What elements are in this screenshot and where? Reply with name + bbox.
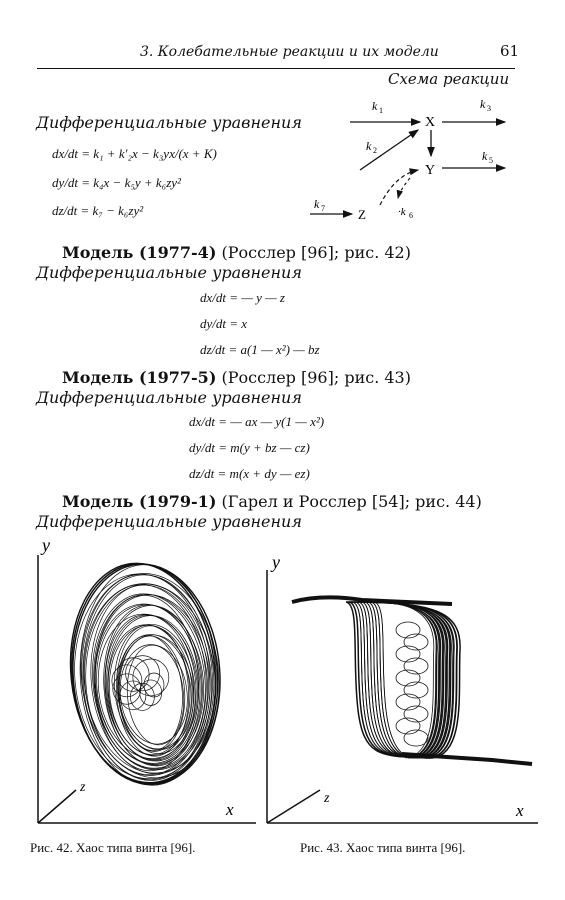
model1-eq1: dx/dt = k₁ + k′₂x − k₃yx/(x + K) <box>52 146 217 161</box>
node-x: X <box>425 115 436 130</box>
rate-k7-sub: 7 <box>321 204 325 213</box>
scheme-title: Схема реакции <box>388 70 510 88</box>
model3-section: Дифференциальные уравнения <box>36 388 302 407</box>
figure-42 <box>28 535 260 830</box>
fig43-attractor <box>292 597 532 764</box>
model2-ref: (Росслер [96]; рис. 42) <box>221 243 411 262</box>
model2-heading <box>62 243 411 262</box>
model2-title: Модель (1977-4) <box>62 243 217 262</box>
fig43-y-label: y <box>272 552 280 572</box>
arrow-y-z <box>398 178 410 198</box>
model1-section: Дифференциальные уравнения <box>36 113 302 132</box>
model1-eq3: dz/dt = k₇ − k₆zy² <box>52 203 144 218</box>
node-y: Y <box>425 163 436 178</box>
model3-eq3: dz/dt = m(x + dy — ez) <box>189 466 310 481</box>
rate-k3-sub: 3 <box>487 104 491 113</box>
fig42-inner-loop <box>133 659 169 696</box>
rate-k5: k <box>482 149 488 163</box>
rate-k6: ·k <box>398 206 406 218</box>
model3-title: Модель (1977-5) <box>62 368 217 387</box>
model3-heading <box>62 368 411 387</box>
reaction-scheme <box>300 90 520 230</box>
fig42-inner-loop <box>140 680 162 706</box>
page-number: 61 <box>500 42 520 60</box>
rate-k3: k <box>480 97 486 111</box>
header-rule <box>37 68 515 69</box>
model1-eq2: dy/dt = k₄x − k₅y + k₆zy² <box>52 175 181 190</box>
rate-k7: k <box>314 197 320 211</box>
fig43-x-label: x <box>516 801 524 820</box>
fig42-orbit <box>63 558 227 790</box>
model3-eq1: dx/dt = — ax — y(1 — x²) <box>189 414 325 429</box>
rate-k5-sub: 5 <box>489 156 493 165</box>
rate-k1-sub: 1 <box>379 106 383 115</box>
model2-eq2: dy/dt = x <box>200 316 248 331</box>
fig42-orbit <box>108 620 201 757</box>
node-z: Z <box>358 207 366 222</box>
fig43-z-axis <box>267 790 320 823</box>
fig43-z-label: z <box>324 791 330 806</box>
fig42-y-label: y <box>42 535 50 555</box>
fig42-caption: Рис. 42. Хаос типа винта [96]. <box>30 840 196 855</box>
fig42-attractor <box>60 556 229 790</box>
fig42-z-label: z <box>80 780 86 795</box>
model2-section: Дифференциальные уравнения <box>36 263 302 282</box>
running-title: 3. Колебательные реакции и их модели <box>140 44 439 60</box>
rate-k2: k <box>366 139 372 153</box>
model4-heading <box>62 492 482 511</box>
arrow-z-y <box>380 170 418 205</box>
fig42-x-label: x <box>226 800 234 819</box>
fig42-z-axis <box>38 790 76 823</box>
figure-43 <box>262 540 542 830</box>
fig42-inner-loop <box>130 683 154 710</box>
model4-section: Дифференциальные уравнения <box>36 512 302 531</box>
model4-title: Модель (1979-1) <box>62 492 217 511</box>
model3-ref: (Росслер [96]; рис. 43) <box>221 368 411 387</box>
model4-ref: (Гарел и Росслер [54]; рис. 44) <box>221 492 482 511</box>
fig43-orbit <box>374 602 434 758</box>
model3-eq2: dy/dt = m(y + bz — cz) <box>189 440 310 455</box>
rate-k1: k <box>372 99 378 113</box>
rate-k2-sub: 2 <box>373 146 377 155</box>
model2-eq1: dx/dt = — y — z <box>200 290 285 305</box>
rate-k6-sub: 6 <box>409 211 413 220</box>
model2-eq3: dz/dt = a(1 — x²) — bz <box>200 342 320 357</box>
fig43-caption: Рис. 43. Хаос типа винта [96]. <box>300 840 466 855</box>
